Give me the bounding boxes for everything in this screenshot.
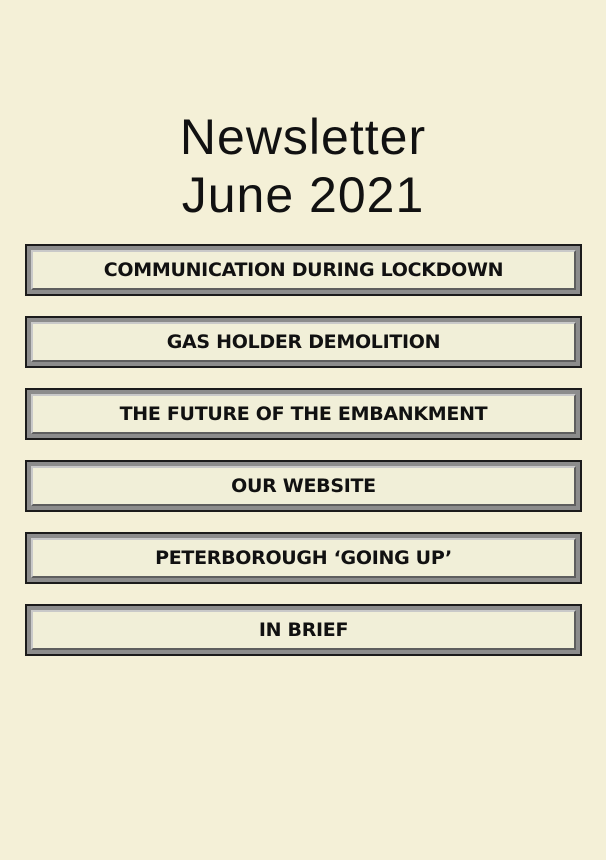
contents-item-label: OUR WEBSITE — [231, 475, 376, 497]
contents-item-panel — [31, 538, 576, 578]
contents-item-label: IN BRIEF — [258, 619, 349, 641]
contents-item-panel — [31, 394, 576, 434]
contents-item-label: GAS HOLDER DEMOLITION — [166, 331, 441, 353]
contents-item-label: PETERBOROUGH ‘GOING UP’ — [155, 547, 452, 569]
contents-item-embankment[interactable] — [25, 388, 582, 440]
title-newsletter: Newsletter — [179, 109, 427, 165]
newsletter-title — [0, 108, 606, 224]
contents-item-website[interactable] — [25, 460, 582, 512]
contents-item-panel — [31, 610, 576, 650]
contents-item-panel — [31, 322, 576, 362]
contents-item-going-up[interactable] — [25, 532, 582, 584]
contents-item-panel — [31, 250, 576, 290]
contents-item-panel — [31, 466, 576, 506]
title-date: June 2021 — [181, 167, 425, 223]
contents-list — [25, 244, 582, 676]
contents-item-communication[interactable] — [25, 244, 582, 296]
contents-item-gas-holder[interactable] — [25, 316, 582, 368]
contents-item-label: THE FUTURE OF THE EMBANKMENT — [119, 403, 488, 425]
contents-item-in-brief[interactable] — [25, 604, 582, 656]
contents-item-label: COMMUNICATION DURING LOCKDOWN — [103, 259, 504, 281]
